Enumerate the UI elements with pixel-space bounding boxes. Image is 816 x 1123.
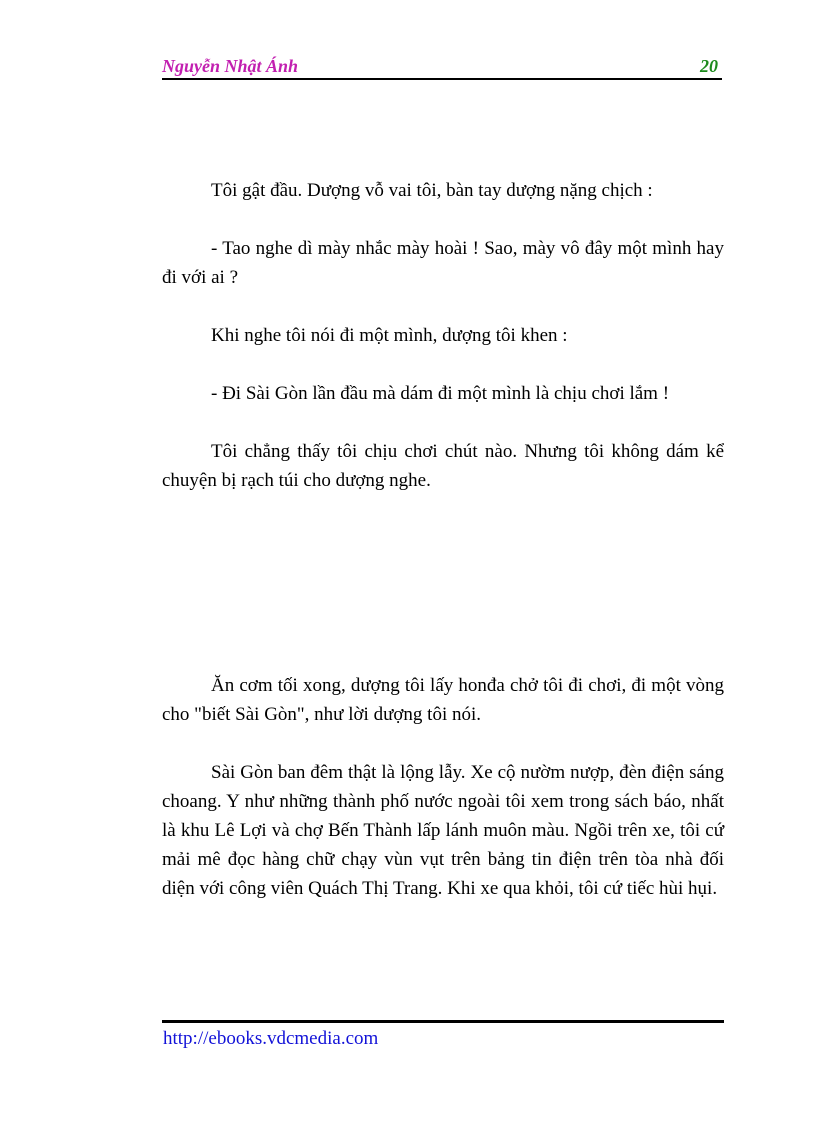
paragraph: - Đi Sài Gòn lần đầu mà dám đi một mình là chịu chơi lắm !: [211, 383, 670, 404]
paragraph: Khi nghe tôi nói đi một mình, dượng tôi khen :: [211, 325, 568, 346]
page-number: 20: [700, 56, 718, 76]
page-header: [162, 54, 722, 80]
paragraph: Tôi chẳng thấy tôi chịu chơi chút nào. Nhưng tôi không dám kể chuyện bị rạch túi cho dượng nghe.: [162, 441, 724, 491]
paragraph: Ăn cơm tối xong, dượng tôi lấy honđa chở tôi đi chơi, đi một vòng cho "biết Sài Gòn", như lời dượng tôi nói.: [162, 675, 724, 725]
body-text: [162, 176, 724, 932]
paragraph: Tôi gật đầu. Dượng vỗ vai tôi, bàn tay dượng nặng chịch :: [211, 180, 653, 201]
section-break: [162, 524, 724, 671]
paragraph: - Tao nghe dì mày nhắc mày hoài ! Sao, mày vô đây một mình hay đi với ai ?: [162, 238, 724, 288]
footer-divider: [162, 1020, 724, 1023]
header-author: Nguyễn Nhật Ánh: [162, 56, 299, 76]
footer-link[interactable]: http://ebooks.vdcmedia.com: [163, 1028, 379, 1049]
paragraph: Sài Gòn ban đêm thật là lộng lẫy. Xe cộ nườm nượp, đèn điện sáng choang. Y như những thành phố nước ngoài tôi xem trong sách báo, nhất là khu Lê Lợi và chợ Bến Thành lấp lánh muôn màu. Ngồi trên xe, tôi cứ mải mê đọc hàng chữ chạy vùn vụt trên bảng tin điện trên tòa nhà đối diện với công viên Quách Thị Trang. Khi xe qua khỏi, tôi cứ tiếc hùi hụi.: [162, 762, 724, 899]
